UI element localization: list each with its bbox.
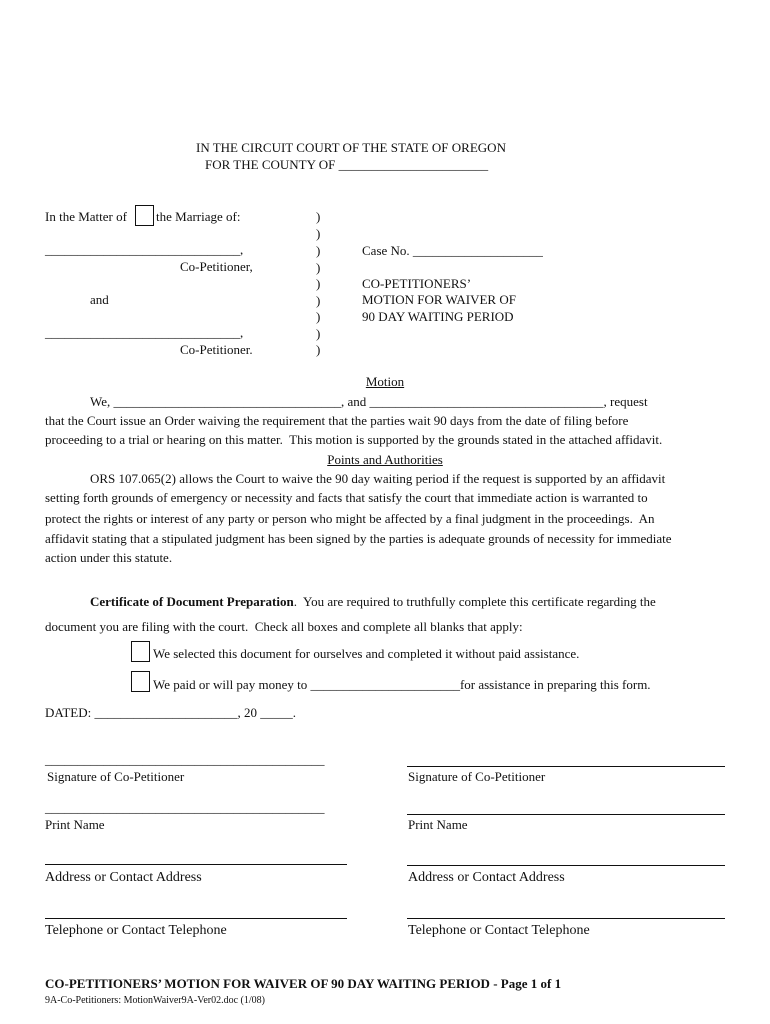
signature-label-right: Signature of Co-Petitioner bbox=[408, 769, 546, 784]
no-paid-assistance-label: We selected this document for ourselves and completed it without paid assistance. bbox=[153, 646, 580, 661]
address-line-right[interactable] bbox=[407, 865, 725, 866]
motion-heading: Motion bbox=[365, 374, 405, 389]
caption-paren: ) bbox=[316, 260, 321, 275]
telephone-line-left[interactable] bbox=[45, 918, 347, 919]
address-label-right: Address or Contact Address bbox=[408, 870, 565, 885]
print-name-line-left[interactable]: ___________________________________________ bbox=[45, 800, 325, 815]
address-line-left[interactable] bbox=[45, 864, 347, 865]
signature-line-right[interactable] bbox=[407, 766, 725, 767]
paid-assistance-checkbox[interactable] bbox=[131, 671, 150, 692]
certificate-intro-text: . You are required to truthfully complete this certificate regarding the bbox=[293, 594, 656, 609]
caption-paren: ) bbox=[316, 209, 321, 224]
marriage-checkbox[interactable] bbox=[135, 205, 154, 226]
certificate-heading: Certificate of Document Preparation bbox=[90, 594, 294, 609]
motion-line-1: We, ___________________________________, and ____________________________________, request bbox=[90, 394, 648, 409]
caption-paren: ) bbox=[316, 309, 321, 324]
telephone-label-left: Telephone or Contact Telephone bbox=[45, 923, 227, 938]
matter-prefix: In the Matter of bbox=[45, 209, 127, 224]
document-title-line-2: MOTION FOR WAIVER OF bbox=[362, 292, 516, 307]
co-petitioner-2-label: Co-Petitioner. bbox=[180, 342, 253, 357]
and-label: and bbox=[90, 292, 109, 307]
motion-line-2: that the Court issue an Order waiving the requirement that the parties wait 90 days from the date of filing before bbox=[45, 413, 629, 428]
caption-paren: ) bbox=[316, 293, 321, 308]
footer-title: CO-PETITIONERS’ MOTION FOR WAIVER OF 90 DAY WAITING PERIOD - Page 1 of 1 bbox=[45, 976, 562, 991]
caption-paren: ) bbox=[316, 226, 321, 241]
print-name-label-right: Print Name bbox=[408, 817, 468, 832]
points-line-3: protect the rights or interest of any party or person who might be affected by a final judgment in the proceedings. An bbox=[45, 511, 655, 526]
court-heading: IN THE CIRCUIT COURT OF THE STATE OF OREGON bbox=[196, 140, 506, 155]
caption-paren: ) bbox=[316, 276, 321, 291]
county-line: FOR THE COUNTY OF _______________________ bbox=[205, 157, 489, 172]
no-paid-assistance-checkbox[interactable] bbox=[131, 641, 150, 662]
document-title-line-1: CO-PETITIONERS’ bbox=[362, 276, 472, 291]
co-petitioner-1-label: Co-Petitioner, bbox=[180, 259, 253, 274]
dated-line[interactable]: DATED: ______________________, 20 _____. bbox=[45, 705, 296, 720]
points-line-2: setting forth grounds of emergency or necessity and facts that satisfy the court that immediate action is warranted to bbox=[45, 490, 648, 505]
points-line-1: ORS 107.065(2) allows the Court to waive the 90 day waiting period if the request is supported by an affidavit bbox=[90, 471, 666, 486]
print-name-label-left: Print Name bbox=[45, 817, 105, 832]
matter-suffix: the Marriage of: bbox=[156, 209, 241, 224]
co-petitioner-2-blank[interactable]: ______________________________, bbox=[45, 325, 244, 340]
telephone-label-right: Telephone or Contact Telephone bbox=[408, 923, 590, 938]
points-line-5: action under this statute. bbox=[45, 550, 173, 565]
points-line-4: affidavit stating that a stipulated judgment has been signed by the parties is adequate grounds of necessity for immediate bbox=[45, 531, 672, 546]
co-petitioner-1-blank[interactable]: ______________________________, bbox=[45, 242, 244, 257]
signature-line-left[interactable]: ___________________________________________ bbox=[45, 752, 325, 767]
telephone-line-right[interactable] bbox=[407, 918, 725, 919]
certificate-line-2: document you are filing with the court. Check all boxes and complete all blanks that apply: bbox=[45, 619, 523, 634]
points-heading: Points and Authorities bbox=[327, 452, 443, 467]
caption-paren: ) bbox=[316, 243, 321, 258]
footer-file-id: 9A-Co-Petitioners: MotionWaiver9A-Ver02.doc (1/08) bbox=[45, 995, 265, 1006]
paid-assistance-label: We paid or will pay money to _______________________for assistance in preparing this form. bbox=[153, 677, 651, 692]
case-number-field[interactable]: Case No. ____________________ bbox=[362, 243, 543, 258]
document-title-line-3: 90 DAY WAITING PERIOD bbox=[362, 309, 514, 324]
address-label-left: Address or Contact Address bbox=[45, 870, 202, 885]
signature-label-left: Signature of Co-Petitioner bbox=[47, 769, 185, 784]
caption-paren: ) bbox=[316, 326, 321, 341]
certificate-intro bbox=[90, 595, 656, 608]
caption-paren: ) bbox=[316, 342, 321, 357]
motion-line-3: proceeding to a trial or hearing on this matter. This motion is supported by the grounds stated in the attached affidavit. bbox=[45, 432, 663, 447]
print-name-line-right[interactable] bbox=[407, 814, 725, 815]
